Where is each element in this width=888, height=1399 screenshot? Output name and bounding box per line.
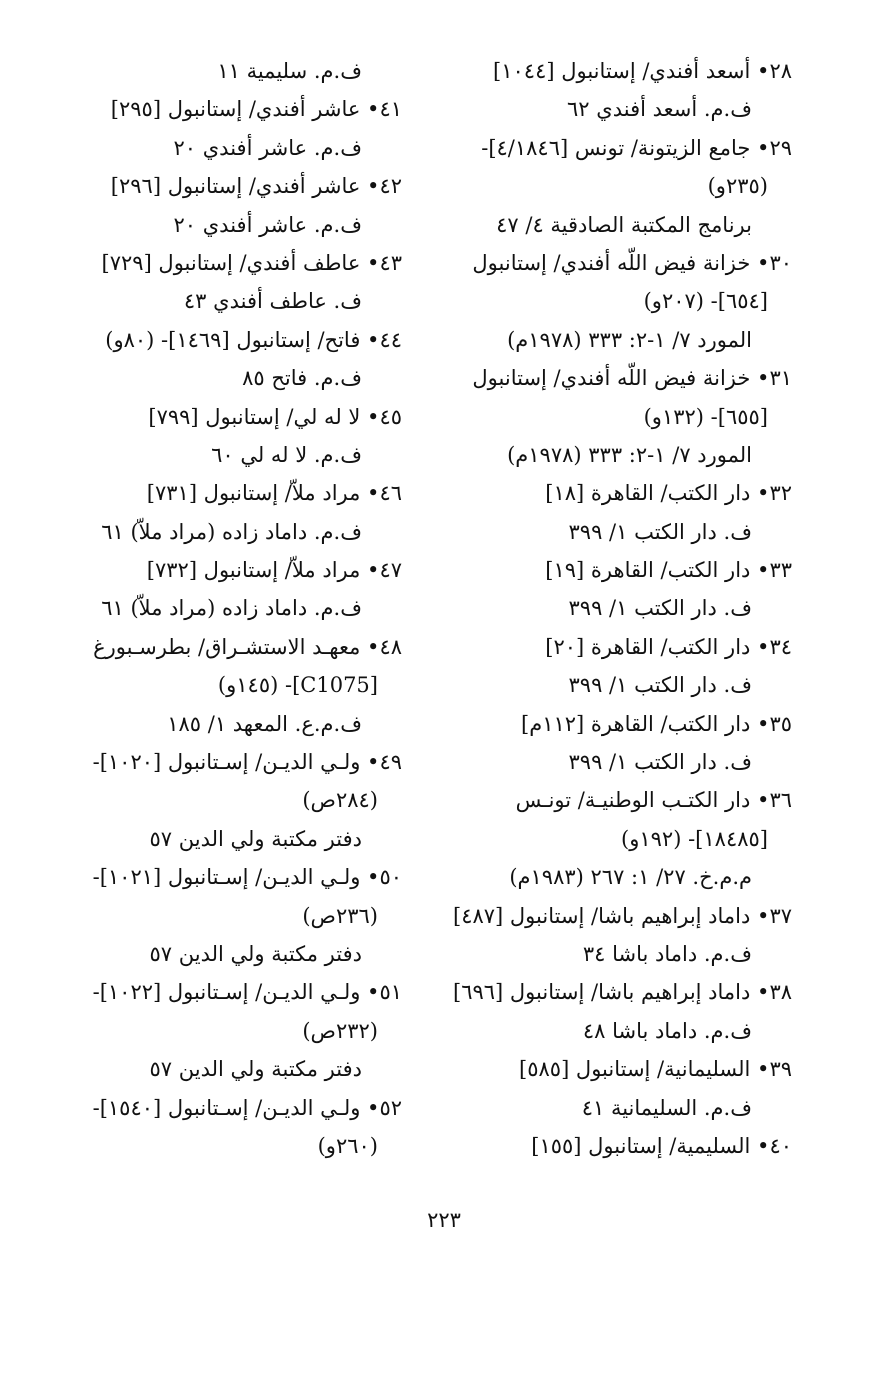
catalog-reference: ف.م. لا له لي ٦٠ (211, 442, 362, 467)
entry-continuation: [١٨٤٨٥]- (١٩٢و) (621, 826, 768, 851)
manuscript-entry: ٤٥• لا له لي/ إستانبول [٧٩٩] (148, 404, 402, 429)
catalog-reference: ف.م. داماد زاده (مراد ملاّ) ٦١ (101, 596, 362, 621)
manuscript-entry: ٢٩• جامع الزيتونة/ تونس [٤/١٨٤٦]- (481, 135, 792, 160)
manuscript-entry: ٣٨• داماد إبراهيم باشا/ إستانبول [٦٩٦] (452, 980, 792, 1005)
manuscript-entry: ٤٢• عاشر أفندي/ إستانبول [٢٩٦] (110, 174, 402, 199)
catalog-reference: ف.م.ع. المعهد ١/ ١٨٥ (167, 711, 362, 736)
manuscript-entry: ٤٠• السليمية/ إستانبول [١٥٥] (531, 1133, 792, 1158)
manuscript-entry: ٤٩• ولـي الديـن/ إسـتانبول [١٠٢٠]- (92, 750, 402, 775)
entry-continuation: [٦٥٤]- (٢٠٧و) (643, 289, 768, 314)
catalog-reference: ف.م. أسعد أفندي ٦٢ (567, 97, 752, 122)
manuscript-entry: ٣٥• دار الكتب/ القاهرة [١١٢م] (521, 711, 792, 736)
manuscript-entry: ٣٤• دار الكتب/ القاهرة [٢٠] (545, 634, 792, 659)
manuscript-entry: ٣٣• دار الكتب/ القاهرة [١٩] (545, 558, 792, 583)
catalog-reference: ف.م. عاشر أفندي ٢٠ (173, 212, 362, 237)
entry-continuation: (٢٨٤ص) (302, 788, 378, 813)
entry-continuation: [C1075]- (١٤٥و) (217, 673, 378, 698)
catalog-reference: ف.م. فاتح ٨٥ (242, 366, 362, 391)
manuscript-entry: ٤٦• مراد ملاّ/ إستانبول [٧٣١] (146, 481, 402, 506)
catalog-reference: المورد ٧/ ١-٢: ٣٣٣ (١٩٧٨م) (507, 327, 752, 352)
entry-continuation: (٢٣٢ص) (302, 1018, 378, 1043)
catalog-reference: ف.م. السليمانية ٤١ (581, 1095, 752, 1120)
catalog-reference: دفتر مكتبة ولي الدين ٥٧ (149, 826, 362, 851)
manuscript-entry: ٤٤• فاتح/ إستانبول [١٤٦٩]- (٨٠و) (105, 327, 402, 352)
catalog-reference: برنامج المكتبة الصادقية ٤/ ٤٧ (496, 212, 752, 237)
catalog-reference: ف. عاطف أفندي ٤٣ (183, 289, 362, 314)
manuscript-entry: ٢٨• أسعد أفندي/ إستانبول [١٠٤٤] (493, 59, 792, 83)
entry-continuation: (٢٣٥و) (707, 174, 768, 199)
catalog-reference: ف. دار الكتب ١/ ٣٩٩ (568, 750, 752, 775)
catalog-reference: م.م.خ. ٢٧/ ١: ٢٦٧ (١٩٨٣م) (509, 865, 752, 890)
manuscript-entry: ٣٦• دار الكتـب الوطنيـة/ تونـس (515, 788, 792, 813)
manuscript-entry: ٣٧• داماد إبراهيم باشا/ إستانبول [٤٨٧] (452, 903, 792, 928)
catalog-reference: ف.م. عاشر أفندي ٢٠ (173, 135, 362, 160)
entry-continuation: [٦٥٥]- (١٣٢و) (643, 404, 768, 429)
manuscript-entry: ٤١• عاشر أفندي/ إستانبول [٢٩٥] (110, 97, 402, 122)
manuscript-entry: ٥٢• ولـي الديـن/ إسـتانبول [١٥٤٠]- (92, 1095, 402, 1120)
catalog-reference: ف.م. داماد باشا ٣٤ (582, 941, 752, 966)
catalog-reference: ف. دار الكتب ١/ ٣٩٩ (568, 596, 752, 621)
page-number: ٢٢٣ (427, 1208, 461, 1232)
manuscript-entry: ٥١• ولـي الديـن/ إسـتانبول [١٠٢٢]- (92, 980, 402, 1005)
manuscript-entry: ٣٩• السليمانية/ إستانبول [٥٨٥] (519, 1057, 792, 1082)
catalog-reference: ف. دار الكتب ١/ ٣٩٩ (568, 519, 752, 544)
catalog-reference: ف.م. داماد زاده (مراد ملاّ) ٦١ (101, 519, 362, 544)
catalog-reference: دفتر مكتبة ولي الدين ٥٧ (149, 1057, 362, 1082)
entry-continuation: (٢٦٠و) (317, 1133, 378, 1158)
manuscript-entry: ٤٣• عاطف أفندي/ إستانبول [٧٢٩] (101, 250, 402, 275)
manuscript-entry: ٣١• خزانة فيض اللّه أفندي/ إستانبول (472, 366, 792, 391)
catalog-reference: ف.م. داماد باشا ٤٨ (582, 1018, 752, 1043)
entry-continuation: (٢٣٦ص) (302, 903, 378, 928)
manuscript-entry: ٣٢• دار الكتب/ القاهرة [١٨] (545, 481, 792, 506)
catalog-reference: ف. دار الكتب ١/ ٣٩٩ (568, 673, 752, 698)
manuscript-entry: ٤٨• معهـد الاستشـراق/ بطرسـبورغ (93, 634, 402, 659)
catalog-reference: ف.م. سليمية ١١ (217, 59, 362, 83)
manuscript-entry: ٤٧• مراد ملاّ/ إستانبول [٧٣٢] (146, 558, 402, 583)
catalog-reference: دفتر مكتبة ولي الدين ٥٧ (149, 941, 362, 966)
manuscript-entry: ٣٠• خزانة فيض اللّه أفندي/ إستانبول (472, 250, 792, 275)
manuscript-entry: ٥٠• ولـي الديـن/ إسـتانبول [١٠٢١]- (92, 865, 402, 890)
right-column (442, 52, 792, 1165)
left-column (92, 52, 402, 1165)
catalog-reference: المورد ٧/ ١-٢: ٣٣٣ (١٩٧٨م) (507, 442, 752, 467)
